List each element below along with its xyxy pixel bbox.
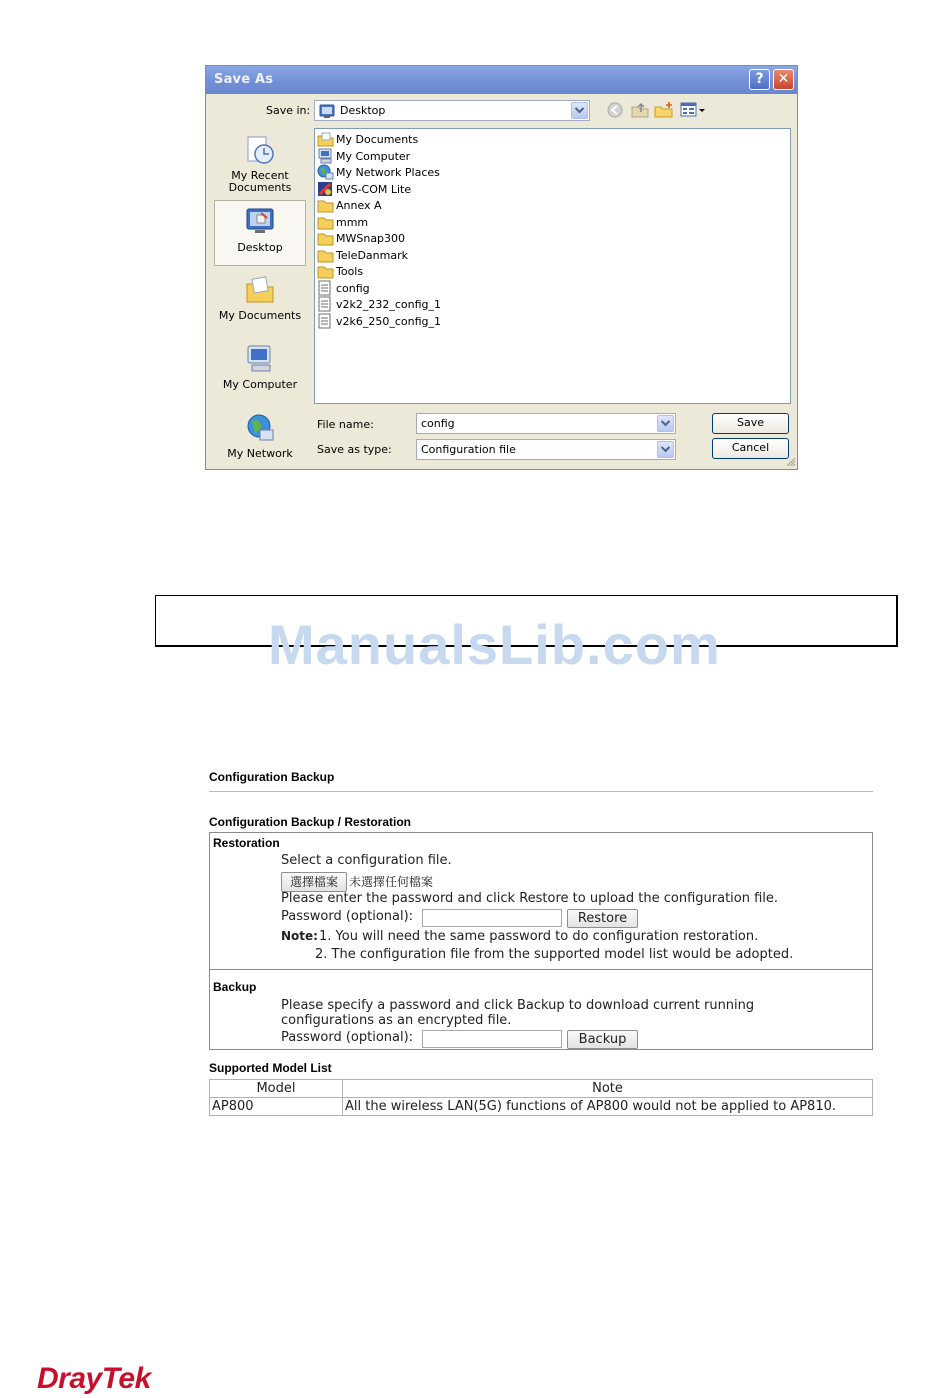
section-title: Configuration Backup / Restoration	[209, 815, 412, 829]
supported-model-table	[209, 1079, 873, 1116]
text-file-icon	[317, 280, 334, 296]
desktop-icon	[319, 103, 335, 119]
note-label: Note:	[281, 929, 318, 943]
model-list-title: Supported Model List	[209, 1061, 332, 1075]
chevron-down-icon[interactable]	[657, 441, 674, 458]
recent-documents-icon	[244, 134, 276, 166]
save-type-value: Configuration file	[421, 443, 516, 456]
table-row	[210, 1098, 873, 1116]
save-button[interactable]: Save	[712, 413, 789, 434]
my-network-large-icon	[244, 412, 276, 444]
my-documents-icon	[317, 131, 334, 147]
section-divider	[210, 969, 872, 970]
text-file-icon	[317, 313, 334, 329]
network-places-icon	[317, 164, 334, 180]
app-icon	[317, 181, 334, 197]
backup-password-input[interactable]	[422, 1030, 562, 1048]
file-name-input[interactable]	[416, 413, 676, 434]
place-my-recent-documents[interactable]	[214, 134, 306, 194]
restore-button[interactable]: Restore	[567, 909, 638, 928]
folder-icon	[317, 230, 334, 246]
watermark: ManualsLib.com	[268, 613, 721, 676]
places-bar	[214, 126, 306, 466]
new-folder-icon[interactable]	[654, 101, 674, 119]
choose-file-button[interactable]: 選擇檔案	[281, 872, 347, 892]
file-name-label: File name:	[317, 418, 374, 431]
back-icon[interactable]	[606, 101, 626, 119]
place-my-network[interactable]	[214, 412, 306, 460]
place-label: My Network	[227, 447, 293, 460]
place-label: My Computer	[222, 378, 298, 391]
place-my-documents[interactable]	[214, 274, 306, 322]
model-cell: AP800	[210, 1098, 343, 1116]
draytek-logo: DrayTek	[37, 1362, 151, 1395]
folder-icon	[317, 197, 334, 213]
chevron-down-icon[interactable]	[571, 102, 588, 119]
desktop-large-icon	[244, 206, 276, 238]
note-cell: All the wireless LAN(5G) functions of AP800 would not be applied to AP810.	[343, 1098, 873, 1116]
save-in-dropdown[interactable]	[314, 100, 590, 121]
save-in-value: Desktop	[340, 104, 386, 117]
page-title: Configuration Backup	[209, 770, 335, 784]
note-item-2: 2. The configuration file from the supported model list would be adopted.	[315, 947, 794, 962]
backup-password-label: Password (optional):	[281, 1030, 414, 1045]
text-file-icon	[317, 296, 334, 312]
close-button[interactable]: ✕	[773, 69, 794, 90]
note-item-1: 1. You will need the same password to do configuration restoration.	[319, 929, 759, 944]
my-documents-large-icon	[244, 274, 276, 306]
resize-grip-icon[interactable]	[785, 456, 796, 467]
title-divider	[209, 791, 873, 792]
restore-instruction: Please enter the password and click Restore to upload the configuration file.	[281, 891, 779, 906]
my-computer-large-icon	[244, 343, 276, 375]
backup-instruction-1: Please specify a password and click Backup to download current running	[281, 998, 755, 1013]
select-file-text: Select a configuration file.	[281, 853, 452, 868]
place-label: My Documents	[218, 309, 302, 322]
folder-icon	[317, 214, 334, 230]
folder-icon	[317, 263, 334, 279]
place-label: My Recent Documents	[228, 169, 292, 194]
place-my-computer[interactable]	[214, 343, 306, 391]
backup-restoration-panel	[209, 832, 873, 1050]
up-folder-icon[interactable]	[630, 101, 650, 119]
save-as-dialog	[205, 65, 798, 470]
file-name-value: config	[421, 417, 455, 430]
column-header: Note	[343, 1080, 873, 1098]
save-type-dropdown[interactable]	[416, 439, 676, 460]
dialog-title: Save As	[214, 72, 274, 87]
restore-password-input[interactable]	[422, 909, 562, 927]
my-computer-icon	[317, 148, 334, 164]
no-file-chosen-text: 未選擇任何檔案	[349, 875, 434, 889]
place-label: Desktop	[237, 241, 283, 254]
save-type-label: Save as type:	[317, 443, 392, 456]
place-desktop[interactable]	[214, 200, 306, 266]
chevron-down-icon[interactable]	[657, 415, 674, 432]
help-button[interactable]: ?	[749, 69, 770, 90]
file-list[interactable]: My Documents My Computer My Network Places RVS-COM Lite Annex A mmm MWSnap300 TeleDanmark Tools config v2k2_232_config_1 v2k6_250_config_1	[314, 128, 791, 404]
save-in-label: Save in:	[266, 104, 311, 117]
backup-instruction-2: configurations as an encrypted file.	[281, 1013, 512, 1028]
column-header: Model	[210, 1080, 343, 1098]
restore-password-label: Password (optional):	[281, 909, 414, 924]
cancel-button[interactable]: Cancel	[712, 438, 789, 459]
dialog-title-bar[interactable]	[206, 66, 797, 94]
folder-icon	[317, 247, 334, 263]
backup-title: Backup	[213, 980, 257, 994]
restoration-title: Restoration	[213, 836, 280, 850]
backup-button[interactable]: Backup	[567, 1030, 638, 1049]
view-menu-icon[interactable]	[680, 101, 706, 119]
